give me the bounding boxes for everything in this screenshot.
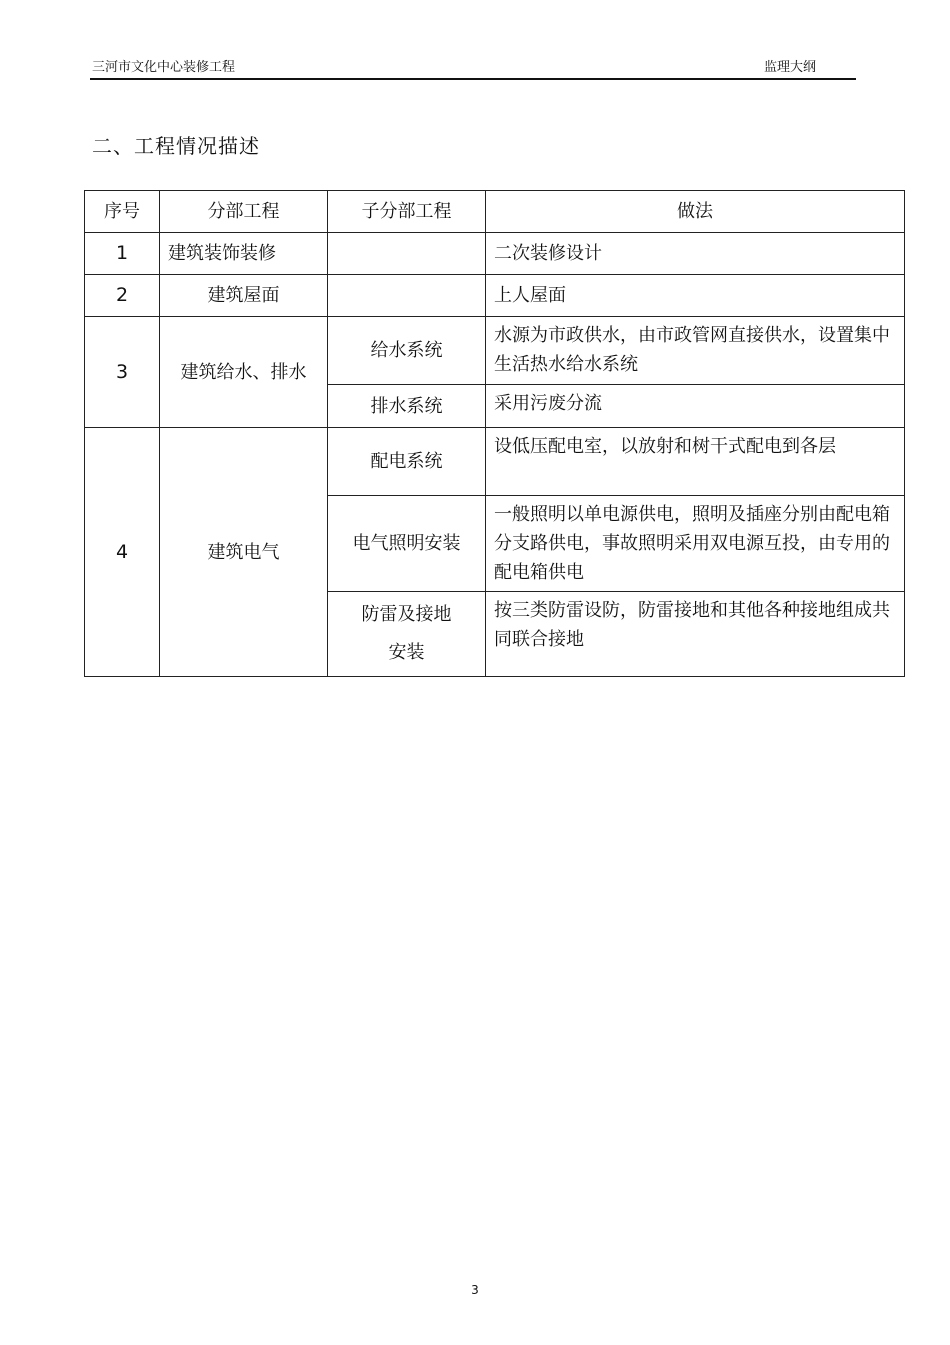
header-cell-subdivision: 子分部工程 xyxy=(328,191,486,233)
row-subdivision-line: 安装 xyxy=(388,642,425,663)
row-subdivision-line: 防雷及接地 xyxy=(361,604,452,625)
row-division: 建筑装饰装修 xyxy=(160,233,328,275)
row-method: 水源为市政供水，由市政管网直接供水，设置集中生活热水给水系统 xyxy=(486,317,905,385)
section-title: 二、工程情况描述 xyxy=(92,134,260,158)
row-subdivision: 配电系统 xyxy=(328,428,486,496)
row-index: 2 xyxy=(85,275,160,317)
header-cell-division: 分部工程 xyxy=(160,191,328,233)
row-division: 建筑电气 xyxy=(160,428,328,677)
row-subdivision xyxy=(328,233,486,275)
row-subdivision: 给水系统 xyxy=(328,317,486,385)
header-cell-method: 做法 xyxy=(486,191,905,233)
row-subdivision: 电气照明安装 xyxy=(328,496,486,592)
row-index: 1 xyxy=(85,233,160,275)
header-project-name: 三河市文化中心装修工程 xyxy=(92,60,236,75)
row-subdivision xyxy=(328,275,486,317)
table-row xyxy=(85,428,905,496)
row-index: 4 xyxy=(85,428,160,677)
row-method: 按三类防雷设防，防雷接地和其他各种接地组成共同联合接地 xyxy=(486,592,905,677)
table-row xyxy=(85,275,905,317)
row-subdivision: 排水系统 xyxy=(328,385,486,428)
row-method: 一般照明以单电源供电，照明及插座分别由配电箱分支路供电，事故照明采用双电源互投，由专用的配电箱供电 xyxy=(486,496,905,592)
table-row xyxy=(85,317,905,385)
table-row xyxy=(85,233,905,275)
row-method: 上人屋面 xyxy=(486,275,905,317)
page-header xyxy=(90,54,856,80)
project-description-table xyxy=(84,190,905,677)
row-division: 建筑屋面 xyxy=(160,275,328,317)
header-cell-index: 序号 xyxy=(85,191,160,233)
row-method: 二次装修设计 xyxy=(486,233,905,275)
table-header-row xyxy=(85,191,905,233)
row-method: 设低压配电室，以放射和树干式配电到各层 xyxy=(486,428,905,496)
page-number: 3 xyxy=(471,1283,479,1297)
row-index: 3 xyxy=(85,317,160,428)
row-division: 建筑给水、排水 xyxy=(160,317,328,428)
header-doc-type: 监理大纲 xyxy=(763,60,816,75)
row-subdivision xyxy=(328,592,486,677)
row-method: 采用污废分流 xyxy=(486,385,905,428)
